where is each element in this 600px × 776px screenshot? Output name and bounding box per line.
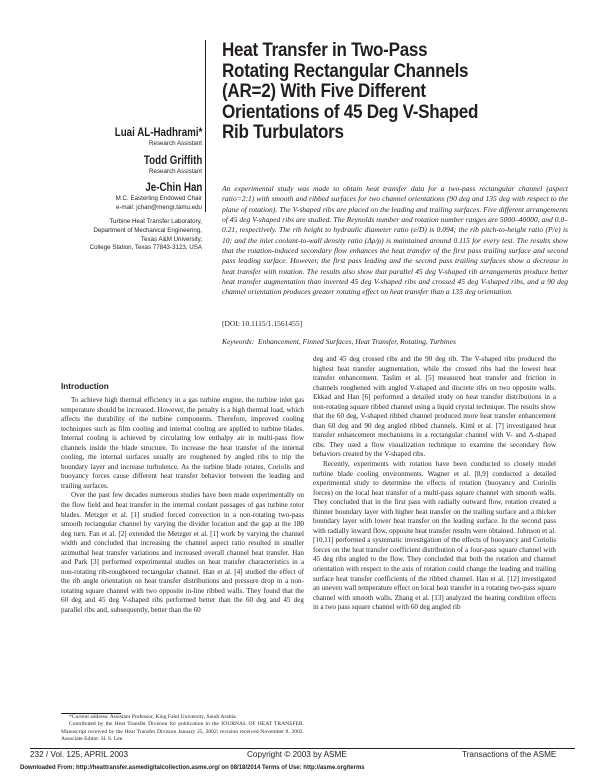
title-line: Rotating Rectangular Channels [222,59,469,82]
author-name: Todd Griffith [143,154,202,167]
title-line: Rib Turbulators [222,121,344,144]
footnote-line: *Current address: Assistant Professor, King Fahd University, Saudi Arabia. [69,714,237,720]
title-line: Heat Transfer in Two-Pass [222,39,428,61]
title-line: Orientations of 45 Deg V-Shaped [222,100,479,123]
download-notice: Downloaded From: http://heattransfer.asmedigitalcollection.asme.org/ on 08/18/2014 Terms of Use: http://asme.org/terms [20,765,365,771]
footnote-line: Contributed by the Heat Transfer Division for publication in the JOURNAL OF HEAT TRANSFER. Manuscript received by the Heat Transfer Division January 25, 2002; revision received November 8, 2002. Associate Editor: H. S. Lee. [61,721,304,743]
paragraph: To achieve high thermal efficiency in a gas turbine engine, the turbine inlet gas temperature should be increased. However, the penalty is a high thermal load, which affects the durability of the turbine components. Therefore, improved cooling techniques such as film cooling and internal cooling are applied to turbine blades. Internal cooling is achieved by circulating low enthalpy air in multi-pass flow channels inside the blade structure. To increase the heat transfer of the internal cooling, the internal surfaces usually are roughened by angled ribs to trip the boundary layer and increase turbulence. As the turbine blade rotates, Coriolis and buoyancy forces cause different heat transfer behavior between the leading and trailing surfaces. [61,396,304,490]
author-role: Research Assistant [149,167,202,175]
section-heading-introduction: Introduction [61,382,109,391]
title-rule [205,40,206,212]
paragraph: deg and 45 deg crossed ribs and the 90 deg rib. The V-shaped ribs produced the highest heat transfer augmentation, while the crossed ribs had the lowest heat transfer enhancement. Taslim et al. [5] measured heat transfer and friction in channels roughened with angled V-shaped and discrete ribs on two opposite walls. Ekkad and Han [6] performed a detailed study on heat transfer distributions in a non-rotating square ribbed channel using a liquid crystal technique. The results show that the 60 deg, V-shaped ribbed channel produced more heat transfer enhancement than 60 deg and 90 deg angled ribbed channels. Kiml et al. [7] investigated heat transfer enhancement mechanisms in a rectangular channel with V- and Λ-shaped ribs. They used a flow visualization technique to examine the secondary flow behaviors created by the V-shaped ribs. [313,355,556,459]
author-role: Research Assistant [149,140,202,147]
affiliation-line: Turbine Heat Transfer Laboratory, [109,218,202,226]
keywords-list: Enhancement, Finned Surfaces, Heat Transfer, Rotating, Turbines [257,337,456,346]
footer-copyright: Copyright © 2003 by ASME [247,750,347,759]
keywords-label: Keywords: [222,337,255,346]
abstract: An experimental study was made to obtain heat transfer data for a two-pass rectangular channel (aspect ratio=2:1) with smooth and ribbed surfaces for two channel orientations (90 deg and 135 deg with respect to the plane of rotation). The V-shaped ribs are placed on the leading and trailing surfaces. Five different arrangements of 45 deg V-shaped ribs are studied. The Reynolds number and rotation number ranges are 5000–40000, and 0.0–0.21, respectively. The rib height to hydraulic diameter ratio (e/D) is 0.094; the rib pitch-to-height ratio (P/e) is 10; and the inlet coolant-to-wall density ratio (Δρ/ρ) is maintained around 0.115 for every test. The results show that the rotation-induced secondary flow enhances the heat transfer of the first pass trailing surface and second pass leading surface. However, the first pass leading and the second pass trailing surfaces show a decrease in heat transfer with rotation. The results also show that parallel 45 deg V-shaped rib arrangements produce better heat transfer augmentation than inverted 45 deg V-shaped ribs and crossed 45 deg V-shaped ribs, and a 90 deg channel orientation produces greater rotating effect on heat transfer than a 135 deg orientation. [222,184,568,297]
footer-page-info: 232 / Vol. 125, APRIL 2003 [30,750,129,759]
author-email: e-mail: jchan@mengr.tamu.edu [115,203,202,211]
affiliation-line: Department of Mechanical Engineering, [93,226,202,234]
author-block [90,127,202,253]
paragraph: Over the past few decades numerous studies have been made experimentally on the flow field and heat transfer in the internal coolant passages of gas turbine rotor blades. Metzger et al. [1] studied forced convection in a non-rotating two-pass smooth rectangular channel by varying the divider location and the gap at the 180 deg turn. Fan et al. [2] extended the Metzger et al. [1] work by varying the channel width and concluded that increasing the channel aspect ratio resulted in smaller azimuthal heat transfer variations and increased overall channel heat transfer. Han and Park [3] performed experimental studies on heat transfer characteristics in a non-rotating rib-roughened rectangular channel. Han et al. [4] studied the effect of the rib angle orientation on heat transfer distributions and pressure drop in a non-rotating square channel with two opposite in-line ribbed walls. They found that the 60 deg and 45 deg V-shaped ribs performed better than the 60 deg and 45 deg parallel ribs and, subsequently, better than the 60 [61,491,304,615]
affiliation-line: Texas A&M University, [140,235,202,243]
footer-rule [30,748,575,749]
affiliation-line: College Station, Texas 77843-3123, USA [89,244,202,252]
paper-title [222,40,522,143]
footnote [61,714,304,744]
body-column-left [61,396,304,616]
footer-journal: Transactions of the ASME [462,750,557,759]
keywords [222,337,456,346]
paragraph: Recently, experiments with rotation have been conducted to closely model turbine blade cooling environments. Wagner et al. [8,9] conducted a detailed experimental study to determine the effects of rotation (buoyancy and Coriolis forces) on the local heat transfer of a multi-pass square channel with smooth walls. They concluded that in the first pass with radially outward flow, rotation created a thinner boundary layer with higher heat transfer on the trailing surface and a thicker boundary layer with lower heat transfer on the leading surface. In the second pass with radially inward flow, opposite heat transfer results were obtained. Johnson et al. [10,11] performed a systematic investigation of the effects of buoyancy and Coriolis forces on the heat transfer coefficient distribution of a four-pass square channel with 45 deg ribs angled to the flow. They concluded that both the rotation and channel orientation with respect to the axis of rotation could change the leading and trailing surface heat transfer coefficients of the ribbed channel. Han et al. [12] investigated an uneven wall temperature effect on local heat transfer in a rotating two-pass square channel with smooth walls. Zhang et al. [13] analyzed the heating condition effects in a two pass square channel with 60 deg angled rib [313,460,556,612]
author-name: Luai AL-Hadhrami* [114,127,202,139]
doi: [DOI: 10.1115/1.1561455] [222,319,303,328]
author-role: M.C. Easterling Endowed Chair [115,195,202,203]
body-column-right [313,355,556,613]
author-name: Je-Chin Han [144,182,202,195]
title-line: (AR=2) With Five Different [222,80,426,103]
